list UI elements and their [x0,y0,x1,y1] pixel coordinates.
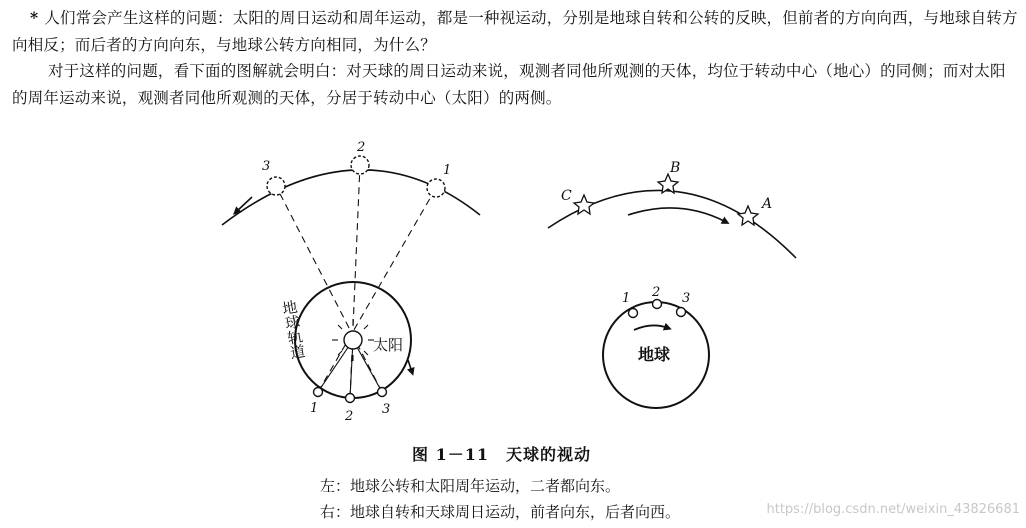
sky-arrow-right [628,208,726,222]
observer-number-1: 1 [622,291,631,306]
sun-label: 太阳 [373,336,404,354]
orbit-label: 地球轨道 [279,298,308,361]
earth-number-3: 3 [382,402,391,417]
projection-line-1 [318,188,436,392]
watermark-url: https://blog.csdn.net/weixin_43826681 [766,502,1020,517]
paragraph-explanation: 对于这样的问题，看下面的图解就会明白：对天球的周日运动来说，观测者同他所观测的天体，均位于转动中心（地心）的同侧；而对太阳的周年运动来说，观测者同他所观测的天体，分居于转动中心（太阳）的两侧。 [12,62,1006,107]
right-diagram [548,160,796,408]
observer-number-2: 2 [652,285,661,300]
bullet-mark: * [30,8,39,27]
caption-right: 右：地球自转和天球周日运动，前者向东，后者向西。 [320,503,681,521]
left-diagram [222,140,480,424]
figure-title: 图 1－11 天球的视动 [412,445,591,464]
sky-number-3: 3 [262,159,271,174]
observer-number-3: 3 [682,291,691,306]
sky-sun-1 [427,179,445,197]
sky-arc-left [222,170,480,225]
sky-number-1: 1 [443,163,452,178]
star-label-b: B [670,160,681,176]
orbit-arrow [408,360,412,372]
projection-line-3 [276,186,382,392]
earth-position-2 [346,394,355,403]
earth-position-3 [378,388,387,397]
sky-number-2: 2 [357,140,366,155]
earth-position-1 [314,388,323,397]
sky-sun-3 [267,177,285,195]
observer-position-1 [629,309,638,318]
caption-left: 左：地球公转和太阳周年运动，二者都向东。 [320,477,621,495]
earth-number-2: 2 [345,409,354,424]
sky-sun-2 [351,156,369,174]
earth-label: 地球 [638,345,671,364]
observer-position-3 [677,308,686,317]
star-label-a: A [762,196,773,212]
star-label-c: C [561,188,572,204]
observer-position-2 [653,300,662,309]
paragraph-question-text: 人们常会产生这样的问题：太阳的周日运动和周年运动，都是一种视运动，分别是地球自转和公转的反映，但前者的方向向西，与地球自转方向相反；而后者的方向向东，与地球公转方向相同，为什么？ [12,9,1018,54]
earth-number-1: 1 [310,401,319,416]
